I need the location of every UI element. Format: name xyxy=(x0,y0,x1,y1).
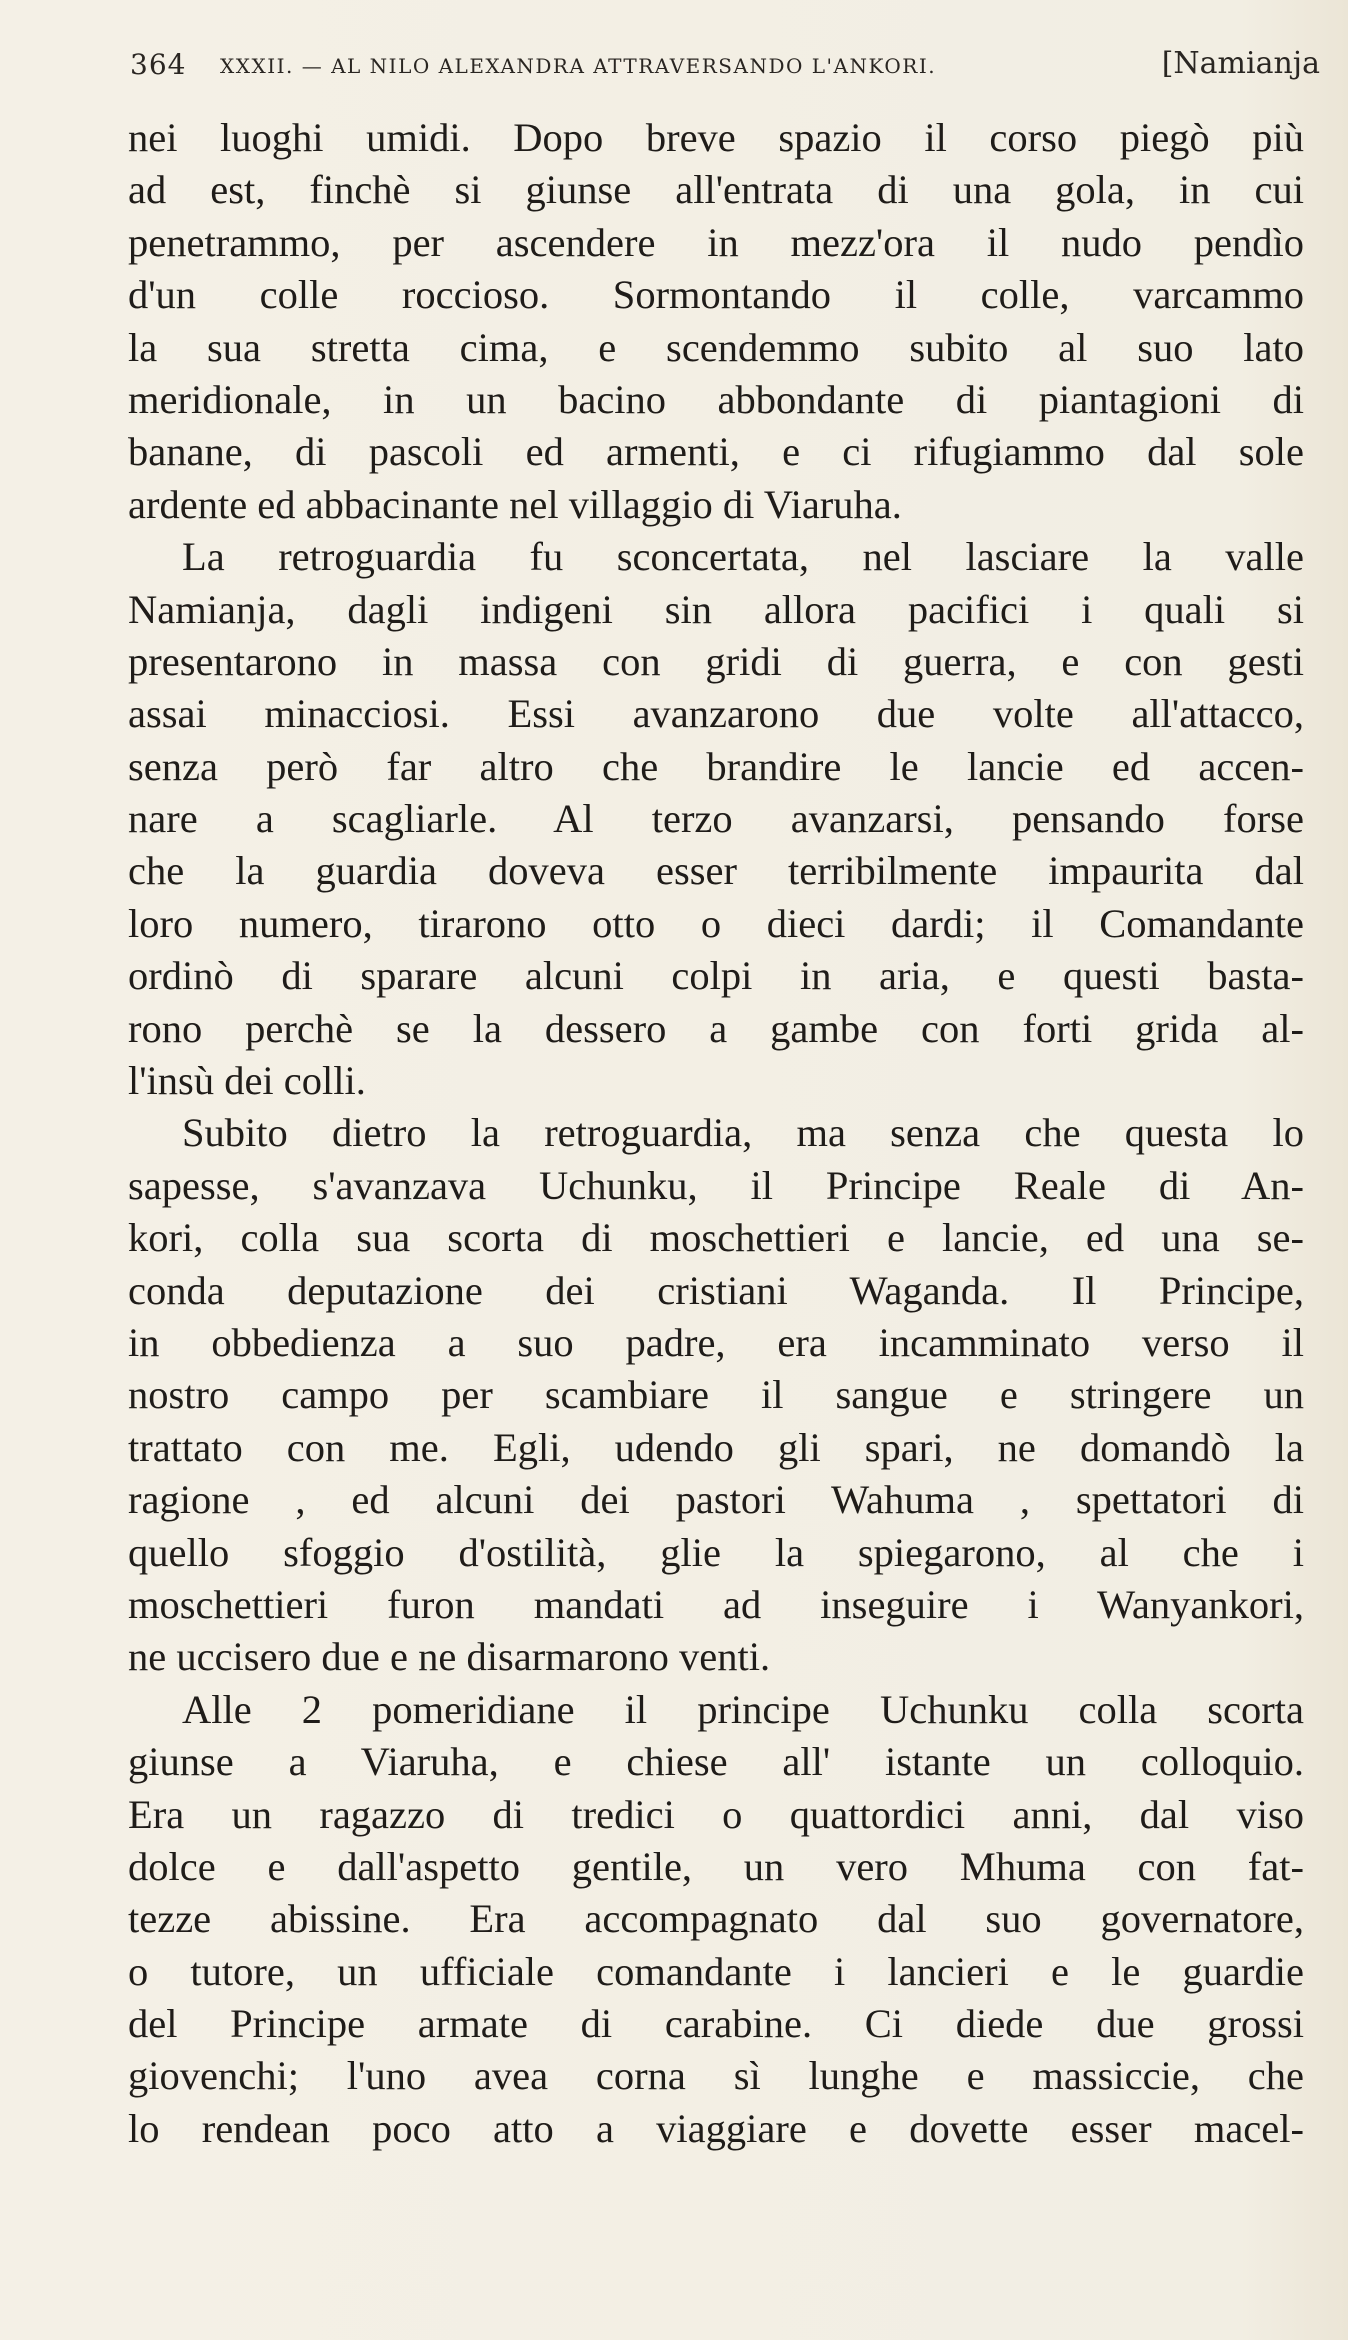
text-line: o tutore, un ufficiale comandante i lancieri e le guardie xyxy=(128,1948,1304,1994)
marginal-place-name: [Namianja xyxy=(1161,46,1320,81)
page-header xyxy=(130,38,1320,94)
body-text xyxy=(128,112,1304,2155)
text-line: ardente ed abbacinante nel villaggio di Viaruha. xyxy=(128,481,902,527)
text-line: giunse a Viaruha, e chiese all' istante un colloquio. xyxy=(128,1739,1304,1785)
text-line: ordinò di sparare alcuni colpi in aria, e questi basta- xyxy=(128,953,1304,999)
text-line: d'un colle roccioso. Sormontando il colle, varcammo xyxy=(128,272,1304,318)
text-line: moschettieri furon mandati ad inseguire i Wanyankori, xyxy=(128,1581,1304,1627)
text-line: la sua stretta cima, e scendemmo subito al suo lato xyxy=(128,324,1304,370)
text-line: nostro campo per scambiare il sangue e stringere un xyxy=(128,1372,1304,1418)
text-line: in obbedienza a suo padre, era incamminato verso il xyxy=(128,1319,1304,1365)
text-line: nare a scagliarle. Al terzo avanzarsi, pensando forse xyxy=(128,796,1304,842)
text-line: tezze abissine. Era accompagnato dal suo governatore, xyxy=(128,1896,1304,1942)
text-line: Era un ragazzo di tredici o quattordici anni, dal viso xyxy=(128,1791,1304,1837)
text-line: del Principe armate di carabine. Ci diede due grossi xyxy=(128,2001,1304,2047)
text-line: trattato con me. Egli, udendo gli spari, ne domandò la xyxy=(128,1424,1304,1470)
text-line: Alle 2 pomeridiane il principe Uchunku colla scorta xyxy=(182,1686,1304,1732)
text-line: Namianja, dagli indigeni sin allora pacifici i quali si xyxy=(128,586,1304,632)
text-line: penetrammo, per ascendere in mezz'ora il nudo pendìo xyxy=(128,219,1304,265)
text-line: che la guardia doveva esser terribilmente impaurita dal xyxy=(128,848,1304,894)
text-line: conda deputazione dei cristiani Waganda. Il Principe, xyxy=(128,1267,1304,1313)
text-line: assai minacciosi. Essi avanzarono due volte all'attacco, xyxy=(128,691,1304,737)
text-line: loro numero, tirarono otto o dieci dardi; il Comandante xyxy=(128,900,1304,946)
text-line: senza però far altro che brandire le lancie ed accen- xyxy=(128,743,1304,789)
text-line: giovenchi; l'uno avea corna sì lunghe e massiccie, che xyxy=(128,2053,1304,2099)
text-line: l'insù dei colli. xyxy=(128,1058,366,1104)
text-line: presentarono in massa con gridi di guerra, e con gesti xyxy=(128,638,1304,684)
text-line: rono perchè se la dessero a gambe con forti grida al- xyxy=(128,1005,1304,1051)
page-number: 364 xyxy=(130,48,187,81)
text-line: kori, colla sua scorta di moschettieri e lancie, ed una se- xyxy=(128,1215,1304,1261)
text-line: ad est, finchè si giunse all'entrata di una gola, in cui xyxy=(128,167,1304,213)
text-line: dolce e dall'aspetto gentile, un vero Mhuma con fat- xyxy=(128,1843,1304,1889)
running-title: XXXII. — AL NILO ALEXANDRA ATTRAVERSANDO L'ANKORI. xyxy=(220,54,937,78)
text-line: ragione , ed alcuni dei pastori Wahuma , spettatori di xyxy=(128,1477,1304,1523)
text-line: lo rendean poco atto a viaggiare e dovette esser macel- xyxy=(128,2105,1304,2151)
text-line: ne uccisero due e ne disarmarono venti. xyxy=(128,1634,771,1680)
text-line: La retroguardia fu sconcertata, nel lasciare la valle xyxy=(182,534,1304,580)
text-line: nei luoghi umidi. Dopo breve spazio il corso piegò più xyxy=(128,115,1304,160)
text-line: sapesse, s'avanzava Uchunku, il Principe Reale di An- xyxy=(128,1162,1304,1208)
text-line: quello sfoggio d'ostilità, glie la spiegarono, al che i xyxy=(128,1529,1304,1575)
text-line: Subito dietro la retroguardia, ma senza che questa lo xyxy=(182,1110,1304,1156)
text-line: meridionale, in un bacino abbondante di piantagioni di xyxy=(128,376,1304,422)
text-line: banane, di pascoli ed armenti, e ci rifugiammo dal sole xyxy=(128,429,1304,475)
